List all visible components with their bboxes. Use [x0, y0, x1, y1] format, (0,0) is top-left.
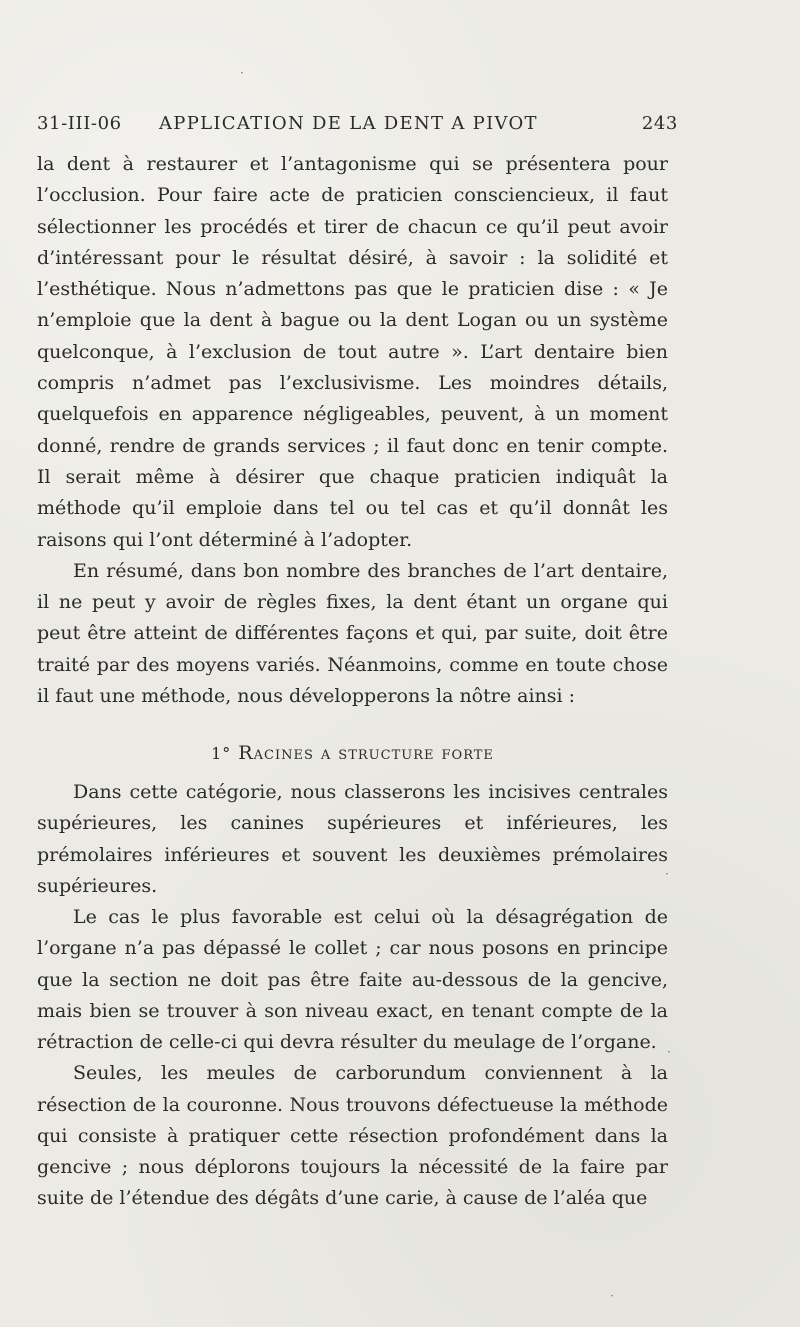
date-folio: 31-III-06	[37, 113, 122, 134]
paper-speck: ·	[667, 1045, 671, 1059]
running-header	[37, 113, 678, 143]
paper-speck: ·	[240, 66, 244, 80]
section-heading	[37, 742, 668, 764]
resection-paragraph: Seules, les meules de carborundum conviennent à la résection de la couronne. Nous trouvons défectueuse la méthode qui consiste à pratiquer cette résection profondément dans la gencive ; nous déplorons toujours la nécessité de la faire par suite de l’étendue des dégâts d’une carie, à cause de l’aléa que	[37, 1062, 668, 1210]
paper-speck: ·	[665, 867, 669, 881]
page-number: 243	[641, 113, 678, 134]
paper-speck: ·	[610, 1289, 614, 1303]
section-number: 1°	[211, 744, 232, 763]
main-text-second-section	[37, 777, 668, 1215]
summary-paragraph: En résumé, dans bon nombre des branches de l’art dentaire, il ne peut y avoir de règles fixes, la dent étant un organe qui peut être atteint de différentes façons et qui, par suite, doit être traité par des moyens variés. Néanmoins, comme en toute chose il faut une méthode, nous développerons la nôtre ainsi :	[37, 559, 668, 708]
favorable-case-paragraph: Le cas le plus favorable est celui où la désagrégation de l’organe n’a pas dépassé le collet ; car nous posons en principe que la section ne doit pas être faite au-dessous de la gencive, mais bien se trouver à son niveau exact, en tenant compte de la rétraction de celle-ci qui devra résulter du meulage de l’organe.	[37, 906, 668, 1053]
main-text-first-section	[37, 149, 668, 712]
section-title: Racines a structure forte	[238, 742, 494, 764]
continued-paragraph: la dent à restaurer et l’antagonisme qui se présentera pour l’occlusion. Pour faire acte de praticien consciencieux, il faut sélectionner les procédés et tirer de chacun ce qu’il peut avoir d’intéressant pour le résultat désiré, à savoir : la solidité et l’esthétique. Nous n’admettons pas que le praticien dise : « Je n’emploie que la dent à bague ou la dent Logan ou un système quelconque, à l’exclusion de tout autre ». L’art dentaire bien compris n’admet pas l’exclusivisme. Les moindres détails, quelquefois en apparence négligeables, peuvent, à un moment donné, rendre de grands services ; il faut donc en tenir compte. Il serait même à désirer que chaque praticien indiquât la méthode qu’il emploie dans tel ou tel cas et qu’il donnât les raisons qui l’ont déterminé à l’adopter.	[37, 153, 668, 551]
category-paragraph: Dans cette catégorie, nous classerons les incisives centrales supérieures, les canines supérieures et inférieures, les prémolaires inférieures et souvent les deuxièmes prémolaires supérieures.	[37, 781, 668, 897]
running-title: APPLICATION DE LA DENT A PIVOT	[159, 113, 538, 134]
